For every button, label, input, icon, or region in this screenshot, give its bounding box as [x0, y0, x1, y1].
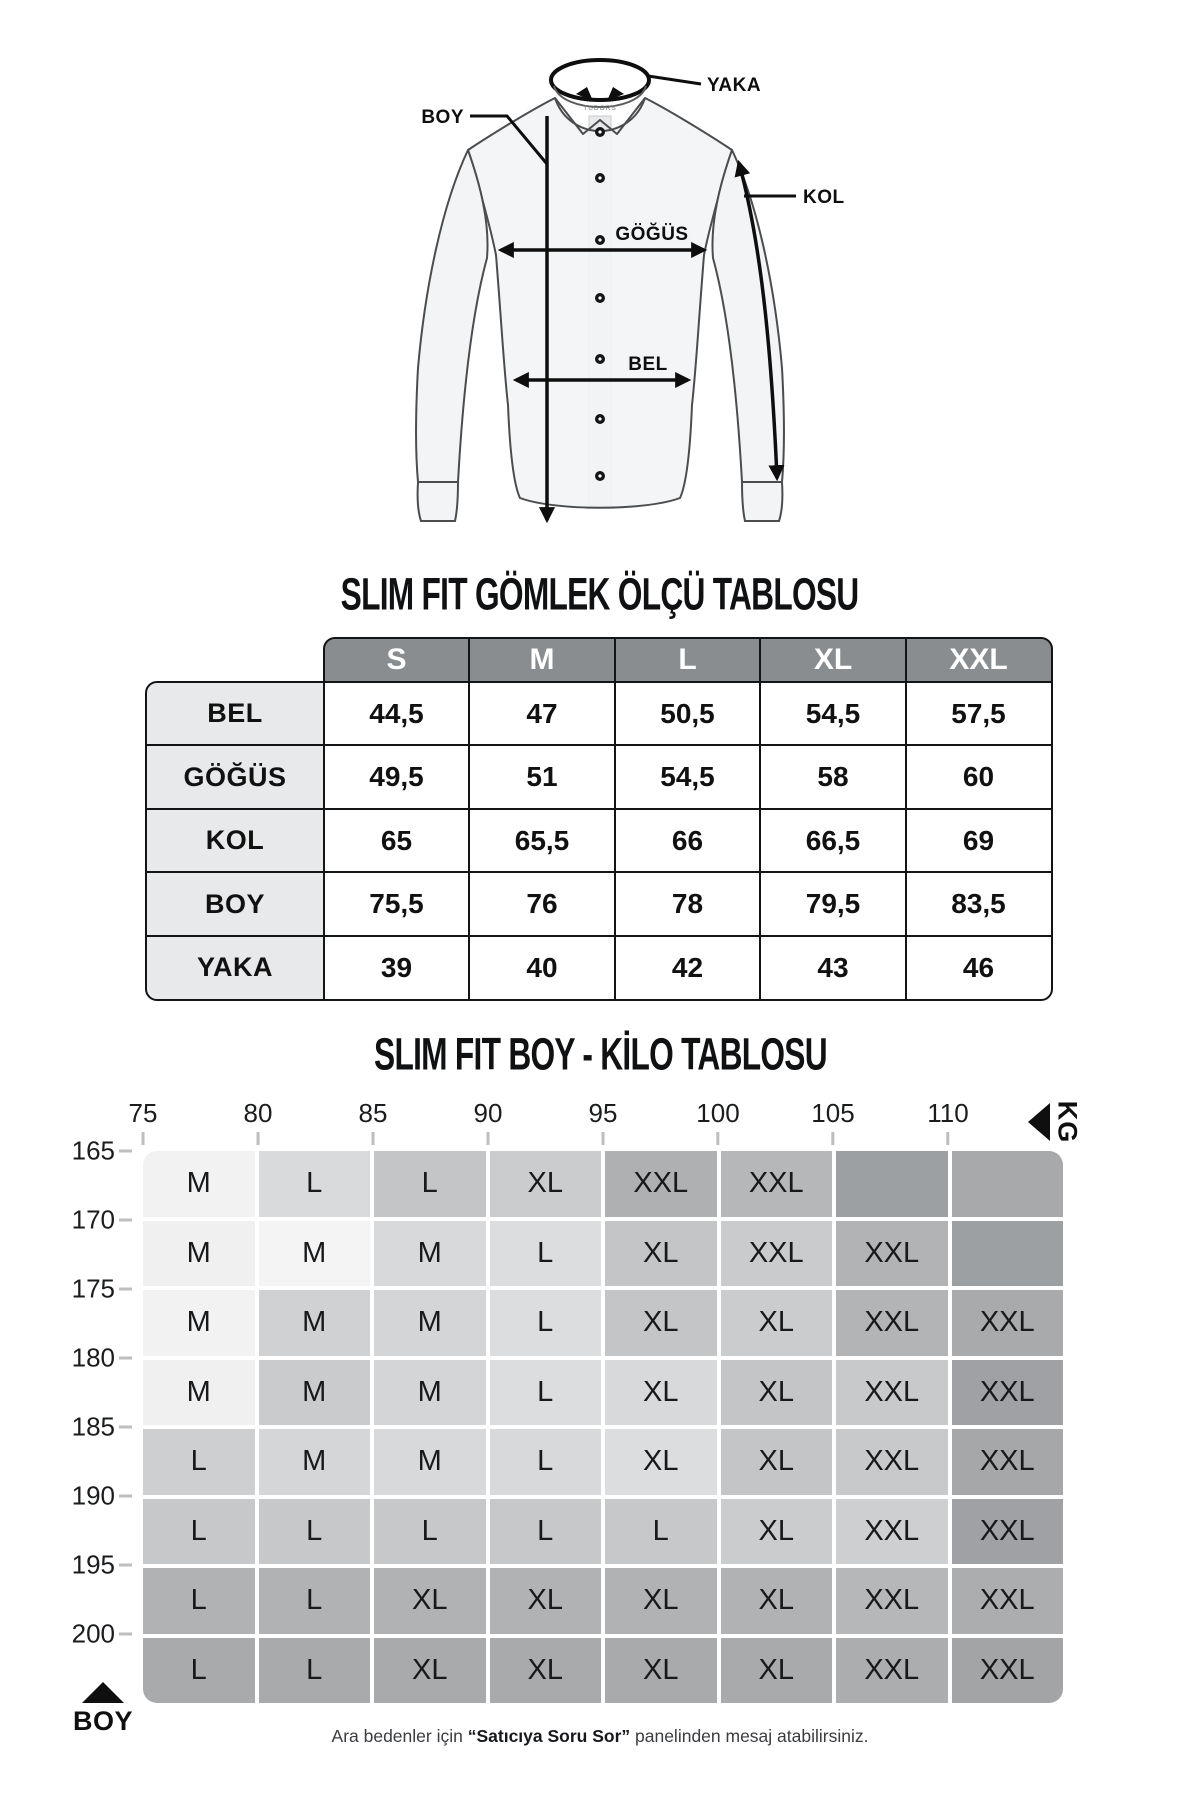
size-cell: 49,5 — [323, 744, 471, 810]
boy-label: BOY — [421, 107, 464, 128]
height-tick-value: 165 — [71, 1135, 115, 1166]
bel-label: BEL — [628, 354, 668, 375]
size-cell: 69 — [905, 808, 1053, 874]
size-col-header: S — [323, 637, 471, 683]
left-sleeve — [416, 150, 487, 482]
boy-arrow-icon — [82, 1682, 124, 1703]
hw-size-cell: XXL — [952, 1429, 1064, 1495]
hw-size-cell: L — [374, 1151, 486, 1217]
hw-size-cell: XXL — [952, 1499, 1064, 1565]
kol-label: KOL — [803, 187, 845, 208]
size-col-header: XL — [759, 637, 907, 683]
hw-size-cell: XXL — [836, 1568, 948, 1634]
size-cell: 47 — [468, 681, 616, 747]
footer-note — [0, 1726, 1200, 1747]
hw-size-cell: XL — [374, 1638, 486, 1704]
hw-size-cell: M — [259, 1360, 371, 1426]
height-tick-value: 175 — [71, 1273, 115, 1304]
weight-tick-mark — [602, 1132, 605, 1145]
height-tick — [52, 1481, 132, 1512]
size-cell: 75,5 — [323, 871, 471, 937]
size-table-header-row — [323, 637, 1053, 683]
gogus-label: GÖĞÜS — [615, 224, 689, 245]
height-tick-value: 190 — [71, 1480, 115, 1511]
height-tick-mark — [119, 1633, 132, 1636]
hw-size-cell: XXL — [952, 1568, 1064, 1634]
size-table-row — [145, 808, 1053, 874]
height-tick-mark — [119, 1426, 132, 1429]
height-tick-value: 195 — [71, 1549, 115, 1580]
height-tick — [52, 1550, 132, 1581]
height-tick-value: 200 — [71, 1618, 115, 1649]
hw-size-cell: XXL — [836, 1360, 948, 1426]
height-tick-value: 180 — [71, 1342, 115, 1373]
hw-size-cell: XL — [605, 1360, 717, 1426]
size-row-label: KOL — [145, 808, 325, 874]
hw-size-cell: L — [490, 1290, 602, 1356]
hw-size-cell: M — [374, 1360, 486, 1426]
size-col-header: L — [614, 637, 762, 683]
height-tick-mark — [119, 1150, 132, 1153]
size-cell: 44,5 — [323, 681, 471, 747]
hw-size-cell: XL — [721, 1429, 833, 1495]
size-row-label: BOY — [145, 871, 325, 937]
hw-size-cell: M — [143, 1360, 255, 1426]
hw-size-cell: XXL — [836, 1221, 948, 1287]
weight-tick — [129, 1098, 158, 1145]
weight-tick-value: 90 — [473, 1098, 503, 1128]
weight-tick-value: 75 — [128, 1098, 158, 1128]
height-tick — [52, 1619, 132, 1650]
size-row-label: GÖĞÜS — [145, 744, 325, 810]
height-tick-mark — [119, 1357, 132, 1360]
hw-size-cell: XL — [490, 1151, 602, 1217]
size-cell: 65,5 — [468, 808, 616, 874]
weight-tick — [474, 1098, 503, 1145]
hw-size-cell: L — [490, 1499, 602, 1565]
hw-empty-cell — [836, 1151, 948, 1217]
hw-size-cell: L — [143, 1638, 255, 1704]
height-tick-value: 170 — [71, 1204, 115, 1235]
height-tick — [52, 1136, 132, 1167]
size-cell: 76 — [468, 871, 616, 937]
height-tick-mark — [119, 1495, 132, 1498]
hw-size-cell: XXL — [952, 1290, 1064, 1356]
hw-size-cell: XXL — [605, 1151, 717, 1217]
hw-size-cell: XL — [490, 1638, 602, 1704]
weight-tick — [927, 1098, 968, 1145]
yaka-callout-line — [648, 76, 701, 84]
weight-tick-mark — [947, 1132, 950, 1145]
hw-size-cell: L — [143, 1429, 255, 1495]
kg-arrow-icon — [1028, 1103, 1050, 1141]
size-cell: 57,5 — [905, 681, 1053, 747]
size-cell: 66 — [614, 808, 762, 874]
right-cuff — [742, 482, 782, 521]
hw-size-cell: M — [143, 1290, 255, 1356]
size-table-row — [145, 681, 1053, 747]
size-table-body — [145, 681, 1053, 1001]
size-cell: 66,5 — [759, 808, 907, 874]
size-cell: 54,5 — [614, 744, 762, 810]
hw-size-cell: M — [259, 1221, 371, 1287]
hw-size-cell: M — [143, 1151, 255, 1217]
height-weight-title: SLIM FIT BOY - KİLO TABLOSU — [373, 1029, 827, 1080]
hw-size-cell: XL — [605, 1290, 717, 1356]
hw-size-cell: XXL — [836, 1638, 948, 1704]
weight-tick-mark — [142, 1132, 145, 1145]
hw-size-cell: M — [259, 1290, 371, 1356]
footer-bold: “Satıcıya Soru Sor” — [467, 1726, 631, 1746]
hw-size-cell: L — [143, 1499, 255, 1565]
hw-size-cell: XXL — [836, 1429, 948, 1495]
hw-size-cell: XL — [605, 1221, 717, 1287]
size-cell: 65 — [323, 808, 471, 874]
hw-size-cell: XL — [374, 1568, 486, 1634]
hw-size-cell: L — [605, 1499, 717, 1565]
hw-size-cell: L — [259, 1499, 371, 1565]
hw-size-cell: XL — [721, 1638, 833, 1704]
size-cell: 50,5 — [614, 681, 762, 747]
size-cell: 60 — [905, 744, 1053, 810]
height-tick — [52, 1274, 132, 1305]
hw-size-cell: XL — [721, 1360, 833, 1426]
hw-size-cell: M — [374, 1290, 486, 1356]
weight-tick-mark — [832, 1132, 835, 1145]
size-cell: 40 — [468, 935, 616, 1001]
size-cell: 78 — [614, 871, 762, 937]
weight-tick — [811, 1098, 854, 1145]
footer-prefix: Ara bedenler için — [331, 1726, 468, 1746]
boy-axis-label: BOY — [72, 1706, 133, 1736]
hw-size-cell: L — [259, 1638, 371, 1704]
size-col-header: M — [468, 637, 616, 683]
size-table — [145, 637, 1053, 1001]
hw-size-cell: L — [490, 1360, 602, 1426]
size-cell: 43 — [759, 935, 907, 1001]
weight-tick-value: 95 — [588, 1098, 618, 1128]
shirt-measurement-diagram — [330, 20, 870, 532]
shirt-illustration — [330, 20, 870, 532]
size-cell: 58 — [759, 744, 907, 810]
height-weight-grid — [143, 1151, 1063, 1703]
height-tick-mark — [119, 1219, 132, 1222]
weight-tick — [589, 1098, 618, 1145]
size-cell: 51 — [468, 744, 616, 810]
height-tick — [52, 1412, 132, 1443]
kg-axis-label: KG — [1052, 1100, 1083, 1144]
size-table-row — [145, 744, 1053, 810]
size-cell: 46 — [905, 935, 1053, 1001]
weight-tick-mark — [487, 1132, 490, 1145]
hw-size-cell: L — [259, 1568, 371, 1634]
hw-size-cell: M — [143, 1221, 255, 1287]
size-cell: 83,5 — [905, 871, 1053, 937]
hw-size-cell: XL — [605, 1638, 717, 1704]
weight-tick-value: 100 — [696, 1098, 740, 1128]
size-cell: 79,5 — [759, 871, 907, 937]
hw-empty-cell — [952, 1221, 1064, 1287]
hw-size-cell: XL — [605, 1568, 717, 1634]
hw-size-cell: XL — [721, 1290, 833, 1356]
hw-size-cell: XXL — [952, 1360, 1064, 1426]
weight-tick-value: 105 — [811, 1098, 855, 1128]
height-tick — [52, 1343, 132, 1374]
weight-tick-mark — [372, 1132, 375, 1145]
hw-size-cell: XL — [721, 1568, 833, 1634]
hw-size-cell: L — [490, 1221, 602, 1287]
hw-size-cell: XXL — [721, 1221, 833, 1287]
hw-size-cell: L — [143, 1568, 255, 1634]
weight-tick-mark — [257, 1132, 260, 1145]
brand-tag: TUDORS — [583, 105, 617, 112]
size-col-header: XXL — [905, 637, 1053, 683]
weight-tick — [696, 1098, 739, 1145]
hw-size-cell: XXL — [952, 1638, 1064, 1704]
height-tick — [52, 1205, 132, 1236]
hw-size-cell: M — [259, 1429, 371, 1495]
weight-tick-value: 85 — [358, 1098, 388, 1128]
size-table-row — [145, 935, 1053, 1001]
height-tick-mark — [119, 1288, 132, 1291]
left-cuff — [418, 482, 458, 521]
hw-size-cell: XL — [721, 1499, 833, 1565]
size-table-row — [145, 871, 1053, 937]
hw-size-cell: XL — [490, 1568, 602, 1634]
hw-empty-cell — [952, 1151, 1064, 1217]
size-table-title: SLIM FIT GÖMLEK ÖLÇÜ TABLOSU — [341, 569, 859, 620]
weight-tick-mark — [717, 1132, 720, 1145]
collar-ring — [551, 60, 649, 100]
hw-size-cell: XXL — [836, 1290, 948, 1356]
size-row-label: YAKA — [145, 935, 325, 1001]
hw-size-cell: L — [259, 1151, 371, 1217]
hw-size-cell: XXL — [836, 1499, 948, 1565]
hw-size-cell: L — [374, 1499, 486, 1565]
height-tick-value: 185 — [71, 1411, 115, 1442]
size-cell: 54,5 — [759, 681, 907, 747]
height-tick-mark — [119, 1564, 132, 1567]
weight-tick-value: 80 — [243, 1098, 273, 1128]
hw-size-cell: L — [490, 1429, 602, 1495]
footer-suffix: panelinden mesaj atabilirsiniz. — [630, 1726, 869, 1746]
weight-tick — [244, 1098, 273, 1145]
size-cell: 39 — [323, 935, 471, 1001]
kg-axis-indicator — [1028, 1100, 1084, 1144]
weight-tick — [359, 1098, 388, 1145]
hw-size-cell: M — [374, 1221, 486, 1287]
hw-size-cell: M — [374, 1429, 486, 1495]
size-cell: 42 — [614, 935, 762, 1001]
hw-size-cell: XXL — [721, 1151, 833, 1217]
hw-size-cell: XL — [605, 1429, 717, 1495]
yaka-label: YAKA — [707, 75, 762, 96]
weight-tick-value: 110 — [927, 1098, 969, 1128]
size-row-label: BEL — [145, 681, 325, 747]
